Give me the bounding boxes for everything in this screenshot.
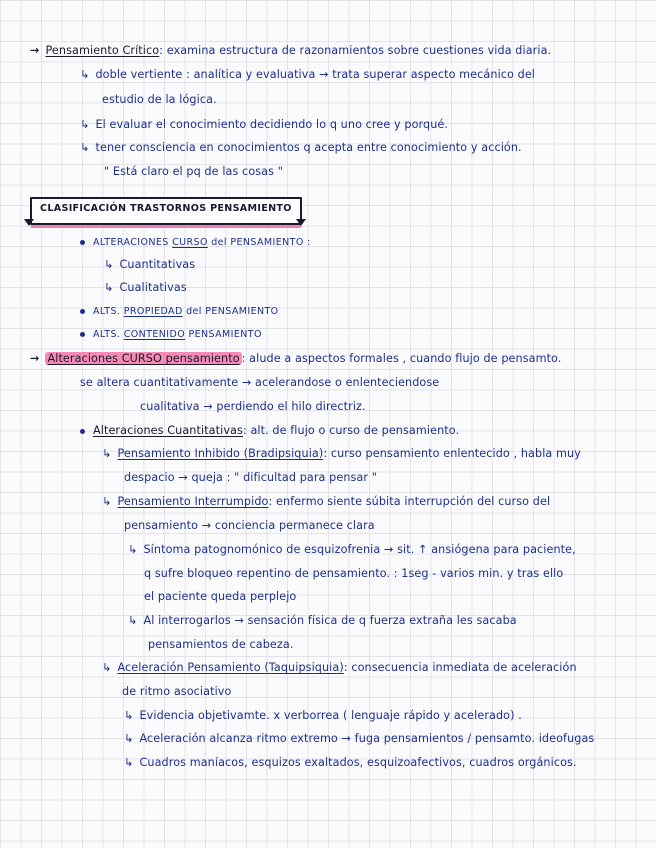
critical-thinking-line — [30, 43, 551, 59]
note-line — [80, 67, 535, 83]
classification-item — [80, 327, 262, 343]
note-line — [80, 117, 448, 133]
classification-item — [80, 235, 311, 251]
note-text: estudio de la lógica. — [102, 93, 217, 106]
item-text: del PENSAMIENTO — [186, 306, 279, 317]
note-text: cualitativa → perdiendo el hilo directriz. — [140, 400, 366, 413]
sub-arrow-icon: ↳ — [104, 258, 114, 271]
item-emphasis: PROPIEDAD — [123, 306, 183, 317]
note-line — [128, 613, 517, 629]
note-text: : consecuencia inmediata de aceleración — [343, 661, 577, 674]
item-text: ALTERACIONES — [93, 237, 169, 248]
note-line — [124, 731, 594, 747]
curso-title-highlight: Alteraciones CURSO pensamiento — [47, 352, 240, 365]
item-text: ALTS. — [93, 329, 121, 340]
note-line — [124, 755, 577, 771]
interrumpido-line — [102, 494, 550, 510]
classification-subitem — [104, 257, 195, 273]
classification-item — [80, 304, 279, 320]
item-text: PENSAMIENTO — [188, 329, 262, 340]
note-line — [144, 589, 296, 605]
note-line — [80, 140, 522, 156]
critical-thinking-definition: : examina estructura de razonamientos sobre cuestiones vida diaria. — [159, 44, 552, 57]
cuantitativas-line — [80, 423, 459, 439]
note-text: : curso pensamiento enlentecido , habla muy — [323, 447, 581, 460]
sub-arrow-icon: ↳ — [102, 495, 112, 508]
note-text: pensamientos de cabeza. — [148, 638, 294, 651]
note-text: El evaluar el conocimiento decidiendo lo q uno cree y porqué. — [95, 118, 449, 131]
classification-subitem — [104, 280, 187, 296]
note-line — [80, 375, 439, 391]
aceleracion-title: Aceleración Pensamiento (Taquipsiquia) — [117, 661, 344, 674]
sub-arrow-icon: ↳ — [102, 661, 112, 674]
bullet-icon — [80, 240, 85, 245]
note-line — [122, 684, 231, 700]
note-text: doble vertiente : analítica y evaluativa → trata superar aspecto mecánico del — [95, 68, 536, 81]
note-line — [140, 399, 366, 415]
note-line — [102, 92, 217, 108]
corner-triangle-left — [24, 219, 34, 226]
sub-arrow-icon: ↳ — [124, 756, 134, 769]
sub-arrow-icon: ↳ — [102, 447, 112, 460]
note-text: Aceleración alcanza ritmo extremo → fuga pensamientos / pensamto. ideofugas — [139, 732, 595, 745]
item-text: Cualitativas — [119, 281, 187, 294]
interrumpido-title: Pensamiento Interrumpido — [117, 495, 269, 508]
sub-arrow-icon: ↳ — [80, 118, 90, 131]
bullet-icon — [80, 429, 85, 434]
note-line — [128, 542, 576, 558]
note-text: q sufre bloqueo repentino de pensamiento. : 1seg - varios min. y tras ello — [144, 567, 564, 580]
curso-definition: : alude a aspectos formales , cuando flujo de pensamto. — [241, 352, 562, 365]
item-text: Cuantitativas — [119, 258, 196, 271]
item-text: del PENSAMIENTO : — [211, 237, 311, 248]
note-text: el paciente queda perplejo — [144, 590, 297, 603]
note-text: Al interrogarlos → sensación física de q fuerza extraña les sacaba — [143, 614, 517, 627]
note-line — [144, 566, 563, 582]
sub-arrow-icon: ↳ — [128, 614, 138, 627]
sub-arrow-icon: ↳ — [124, 732, 134, 745]
note-text: de ritmo asociativo — [122, 685, 232, 698]
item-emphasis: CONTENIDO — [123, 329, 186, 340]
note-line — [124, 518, 375, 534]
note-text: tener consciencia en conocimientos q acepta entre conocimiento y acción. — [95, 141, 522, 154]
quote-line — [104, 164, 283, 180]
quote-text: " Está claro el pq de las cosas " — [104, 165, 283, 178]
sub-arrow-icon: ↳ — [104, 281, 114, 294]
item-text: ALTS. — [93, 306, 121, 317]
note-text: : enfermo siente súbita interrupción del curso del — [268, 495, 551, 508]
note-line — [124, 708, 522, 724]
critical-thinking-term: Pensamiento Crítico — [45, 44, 160, 57]
sub-arrow-icon: ↳ — [80, 141, 90, 154]
bullet-icon — [80, 309, 85, 314]
sub-arrow-icon: ↳ — [128, 543, 138, 556]
note-line — [148, 637, 293, 653]
inhibido-title: Pensamiento Inhibido (Bradipsiquia) — [117, 447, 324, 460]
sub-arrow-icon: ↳ — [80, 68, 90, 81]
note-text: se altera cuantitativamente → acelerandose o enlenteciendose — [80, 376, 440, 389]
note-text: Síntoma patognomónico de esquizofrenia → sit. ↑ ansiógena para paciente, — [143, 543, 576, 556]
curso-line — [30, 351, 561, 367]
aceleracion-line — [102, 660, 577, 676]
sub-arrow-icon: ↳ — [124, 709, 134, 722]
corner-triangle-right — [296, 219, 306, 226]
section-heading-box — [30, 197, 302, 225]
arrow-icon: → — [30, 352, 40, 365]
note-text: Evidencia objetivamte. x verborrea ( lenguaje rápido y acelerado) . — [139, 709, 522, 722]
inhibido-line — [102, 446, 581, 462]
note-text: Cuadros maníacos, esquizos exaltados, esquizoafectivos, cuadros orgánicos. — [139, 756, 577, 769]
note-text: despacio → queja : " dificultad para pensar " — [124, 471, 378, 484]
section-heading: CLASIFICACIÓN TRASTORNOS PENSAMIENTO — [40, 203, 292, 214]
cuantitativas-definition: : alt. de flujo o curso de pensamiento. — [242, 424, 460, 437]
cuantitativas-title: Alteraciones Cuantitativas — [93, 424, 243, 437]
note-line — [124, 470, 377, 486]
arrow-icon: → — [30, 44, 40, 57]
bullet-icon — [80, 332, 85, 337]
note-text: pensamiento → conciencia permanece clara — [124, 519, 375, 532]
item-emphasis: CURSO — [172, 237, 208, 248]
